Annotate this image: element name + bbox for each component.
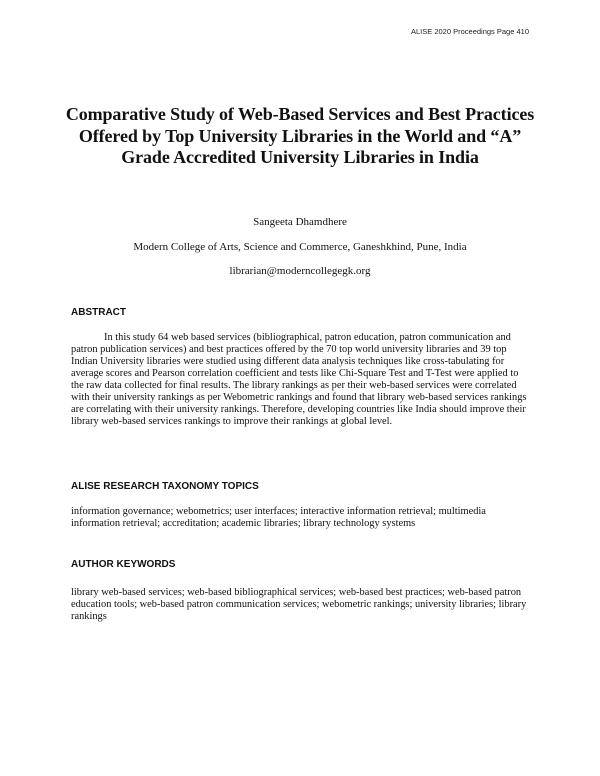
author-email: librarian@moderncollegegk.org: [229, 265, 371, 277]
paper-title: Comparative Study of Web-Based Services and Best Practices Offered by Top University Libraries in the World and “A” Grade Accredited University Libraries in India: [65, 104, 535, 167]
taxonomy-heading: ALISE RESEARCH TAXONOMY TOPICS: [71, 481, 259, 492]
keywords-heading: AUTHOR KEYWORDS: [71, 559, 176, 570]
abstract-heading: ABSTRACT: [71, 307, 126, 318]
running-header: ALISE 2020 Proceedings Page 410: [410, 27, 529, 36]
keywords-text: library web-based services; web-based bibliographical services; web-based best practices; web-based patron education tools; web-based patron communication services; webometric rankings; university libraries; library rankings: [71, 587, 527, 622]
abstract-text: In this study 64 web based services (bibliographical, patron education, patron communication and patron publication services) and best practices offered by the 70 top world university libraries and 39 top Indian University libraries were studied using different data analysis techniques like cross-tabulating for average scores and Pearson correlation coefficient and tests like Chi-Square Test and T-Test were applied to the raw data collected for final results. The library rankings as per their web-based services were correlated with their university rankings as per Webometric rankings and found that library web-based services rankings are correlating with their university rankings. Therefore, developing countries like India should improve their library web-based services rankings to improve their rankings at global level.: [71, 332, 527, 427]
taxonomy-text: information governance; webometrics; user interfaces; interactive information retrieval; multimedia information retrieval; accreditation; academic libraries; library technology systems: [71, 506, 486, 529]
author-affiliation: Modern College of Arts, Science and Commerce, Ganeshkhind, Pune, India: [133, 241, 467, 253]
author-name: Sangeeta Dhamdhere: [253, 216, 347, 228]
